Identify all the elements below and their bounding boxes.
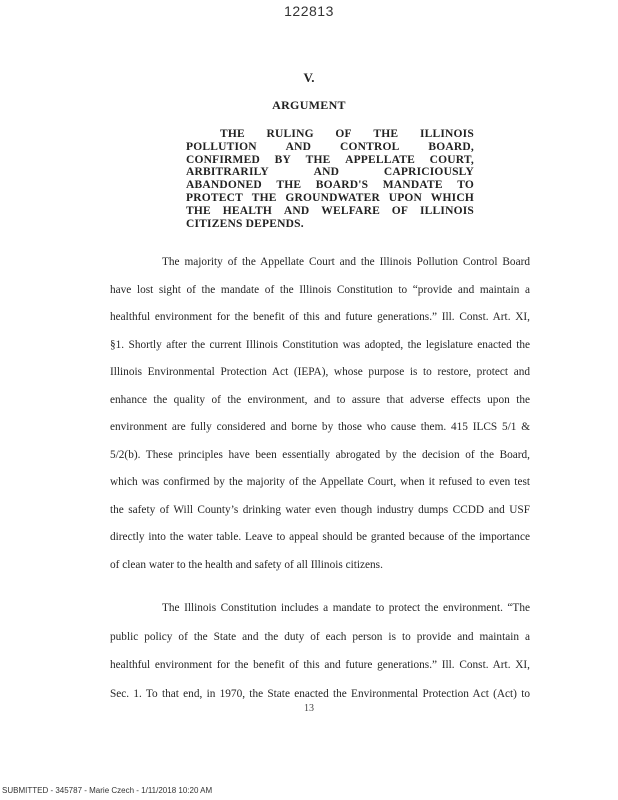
page-number: 13: [304, 703, 314, 714]
heading-line: [186, 192, 474, 205]
body-line: The majority of the Appellate Court and the Illinois Pollution Control Board: [162, 256, 530, 268]
heading-word: MANDATE: [382, 179, 443, 192]
body-line: §1. Shortly after the current Illinois Constitution was adopted, the legislature enacted the: [110, 338, 530, 351]
body-line: which was confirmed by the majority of the Appellate Court, when it refused to even test: [110, 476, 530, 488]
heading-word: BOARD,: [428, 140, 474, 153]
body-line: healthful environment for the benefit of this and future generations.” Ill. Const. Art. XI,: [110, 311, 530, 323]
heading-word: THE: [373, 128, 399, 140]
heading-word: BOARD'S: [315, 179, 369, 192]
heading-word: TO: [457, 179, 474, 192]
heading-word: OF: [391, 204, 409, 217]
heading-word: PROTECT: [186, 191, 243, 204]
document-number: 122813: [284, 3, 334, 19]
body-line: The Illinois Constitution includes a mandate to protect the environment. “The: [162, 602, 530, 614]
heading-word: RULING: [266, 128, 314, 140]
heading-word: GROUNDWATER: [285, 191, 380, 204]
heading-word: OF: [335, 128, 352, 140]
body-line: healthful environment for the benefit of this and future generations.” Ill. Const. Art. XI,: [110, 659, 530, 671]
heading-line: [186, 205, 474, 218]
heading-word: THE: [305, 153, 331, 166]
heading-word: APPELLATE: [345, 153, 416, 166]
heading-word: WELFARE: [321, 204, 380, 217]
heading-word: CONTROL: [339, 140, 400, 153]
heading-line: [186, 218, 474, 231]
argument-heading: [186, 128, 474, 230]
heading-line: [186, 166, 474, 179]
body-line: the safety of Will County’s drinking water even though industry dumps CCDD and USF: [110, 503, 530, 516]
heading-word: COURT,: [429, 153, 474, 166]
body-line: public policy of the State and the duty of each person is to provide and maintain a: [110, 630, 530, 643]
submission-footer: SUBMITTED - 345787 - Marie Czech - 1/11/2018 10:20 AM: [2, 786, 213, 795]
heading-word: POLLUTION: [186, 140, 257, 153]
body-line: environment are fully considered and borne by those who cause them. 415 ILCS 5/1 &: [110, 421, 530, 433]
heading-word: BY: [274, 153, 291, 166]
heading-word: THE: [186, 204, 211, 217]
heading-word: THE: [220, 128, 245, 140]
body-line: enhance the quality of the environment, and to assure that adverse effects upon the: [110, 393, 530, 406]
heading-word: CAPRICIOUSLY: [383, 166, 474, 179]
heading-word: AND: [313, 166, 340, 179]
heading-word: AND: [283, 204, 310, 217]
heading-line: [186, 128, 474, 141]
body-line: of clean water to the health and safety of all Illinois citizens.: [110, 558, 383, 571]
heading-word: CITIZENS DEPENDS.: [186, 217, 304, 230]
heading-word: THE: [251, 191, 277, 204]
body-line: 5/2(b). These principles have been essentially abrogated by the decision of the Board,: [110, 448, 530, 461]
heading-line: [186, 154, 474, 167]
heading-word: ABANDONED: [186, 179, 262, 192]
heading-word: ILLINOIS: [419, 204, 474, 217]
heading-word: WHICH: [430, 191, 474, 204]
body-line: Sec. 1. To that end, in 1970, the State enacted the Environmental Protection Act (Act) to: [110, 687, 530, 700]
body-line: directly into the water table. Leave to appeal should be granted because of the importance: [110, 531, 530, 543]
heading-word: ARBITRARILY: [186, 166, 269, 179]
section-title: ARGUMENT: [272, 98, 346, 112]
heading-line: [186, 179, 474, 192]
heading-word: ILLINOIS: [419, 128, 474, 140]
heading-line: [186, 141, 474, 154]
section-number: V.: [303, 70, 315, 85]
heading-word: AND: [285, 140, 312, 153]
heading-word: HEALTH: [222, 204, 273, 217]
heading-word: THE: [276, 179, 302, 192]
heading-word: CONFIRMED: [186, 153, 260, 166]
body-line: have lost sight of the mandate of the Illinois Constitution to “provide and maintain a: [110, 283, 530, 296]
body-line: Illinois Environmental Protection Act (IEPA), whose purpose is to restore, protect and: [110, 366, 530, 378]
heading-word: UPON: [388, 191, 423, 204]
